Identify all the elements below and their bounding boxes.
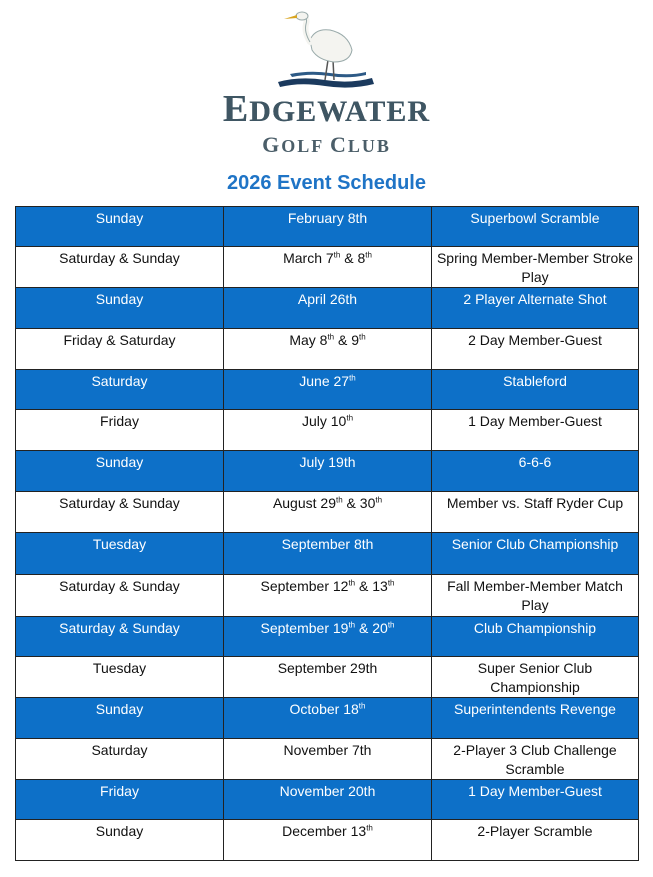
event-date: July 10th: [224, 410, 432, 451]
event-day: Tuesday: [16, 533, 224, 575]
table-row: [16, 288, 639, 329]
event-date: February 8th: [224, 207, 432, 247]
event-day: Saturday: [16, 739, 224, 780]
event-day: Saturday & Sunday: [16, 492, 224, 533]
table-row: [16, 451, 639, 492]
event-date: December 13th: [224, 820, 432, 861]
event-day: Friday: [16, 780, 224, 820]
table-row: [16, 533, 639, 575]
event-name: Spring Member-Member Stroke Play: [432, 247, 639, 288]
event-date: September 8th: [224, 533, 432, 575]
event-name: Senior Club Championship: [432, 533, 639, 575]
table-row: [16, 370, 639, 410]
table-row: [16, 739, 639, 780]
club-name-line2: GOLF CLUB: [262, 132, 391, 157]
table-row: [16, 698, 639, 739]
table-row: [16, 247, 639, 288]
event-day: Tuesday: [16, 657, 224, 698]
event-date: July 19th: [224, 451, 432, 492]
event-day: Sunday: [16, 451, 224, 492]
table-row: [16, 410, 639, 451]
event-date: August 29th & 30th: [224, 492, 432, 533]
table-row: [16, 780, 639, 820]
egret-icon: [270, 10, 385, 92]
event-day: Saturday & Sunday: [16, 617, 224, 657]
table-row: [16, 329, 639, 370]
event-name: Super Senior Club Championship: [432, 657, 639, 698]
event-day: Friday & Saturday: [16, 329, 224, 370]
event-name: 1 Day Member-Guest: [432, 780, 639, 820]
event-name: 2 Player Alternate Shot: [432, 288, 639, 329]
event-date: September 29th: [224, 657, 432, 698]
event-name: Stableford: [432, 370, 639, 410]
event-name: 2-Player Scramble: [432, 820, 639, 861]
event-day: Sunday: [16, 288, 224, 329]
event-name: 2 Day Member-Guest: [432, 329, 639, 370]
event-day: Saturday & Sunday: [16, 247, 224, 288]
event-name: 2-Player 3 Club Challenge Scramble: [432, 739, 639, 780]
event-date: March 7th & 8th: [224, 247, 432, 288]
event-name: Member vs. Staff Ryder Cup: [432, 492, 639, 533]
event-date: November 20th: [224, 780, 432, 820]
event-day: Sunday: [16, 207, 224, 247]
table-row: [16, 820, 639, 861]
event-day: Saturday: [16, 370, 224, 410]
event-date: April 26th: [224, 288, 432, 329]
table-row: [16, 657, 639, 698]
event-date: November 7th: [224, 739, 432, 780]
event-name: 6-6-6: [432, 451, 639, 492]
table-row: [16, 617, 639, 657]
event-name: Superintendents Revenge: [432, 698, 639, 739]
event-date: June 27th: [224, 370, 432, 410]
event-schedule-table: [15, 206, 639, 861]
table-row: [16, 492, 639, 533]
event-name: Club Championship: [432, 617, 639, 657]
page-title: 2026 Event Schedule: [227, 172, 426, 194]
event-day: Friday: [16, 410, 224, 451]
event-date: October 18th: [224, 698, 432, 739]
event-name: Superbowl Scramble: [432, 207, 639, 247]
event-date: September 19th & 20th: [224, 617, 432, 657]
event-name: 1 Day Member-Guest: [432, 410, 639, 451]
event-day: Sunday: [16, 820, 224, 861]
table-row: [16, 207, 639, 247]
event-day: Saturday & Sunday: [16, 575, 224, 617]
club-name-line1: EDGEWATER: [222, 88, 431, 130]
event-date: May 8th & 9th: [224, 329, 432, 370]
event-day: Sunday: [16, 698, 224, 739]
table-row: [16, 575, 639, 617]
event-name: Fall Member-Member Match Play: [432, 575, 639, 617]
event-date: September 12th & 13th: [224, 575, 432, 617]
